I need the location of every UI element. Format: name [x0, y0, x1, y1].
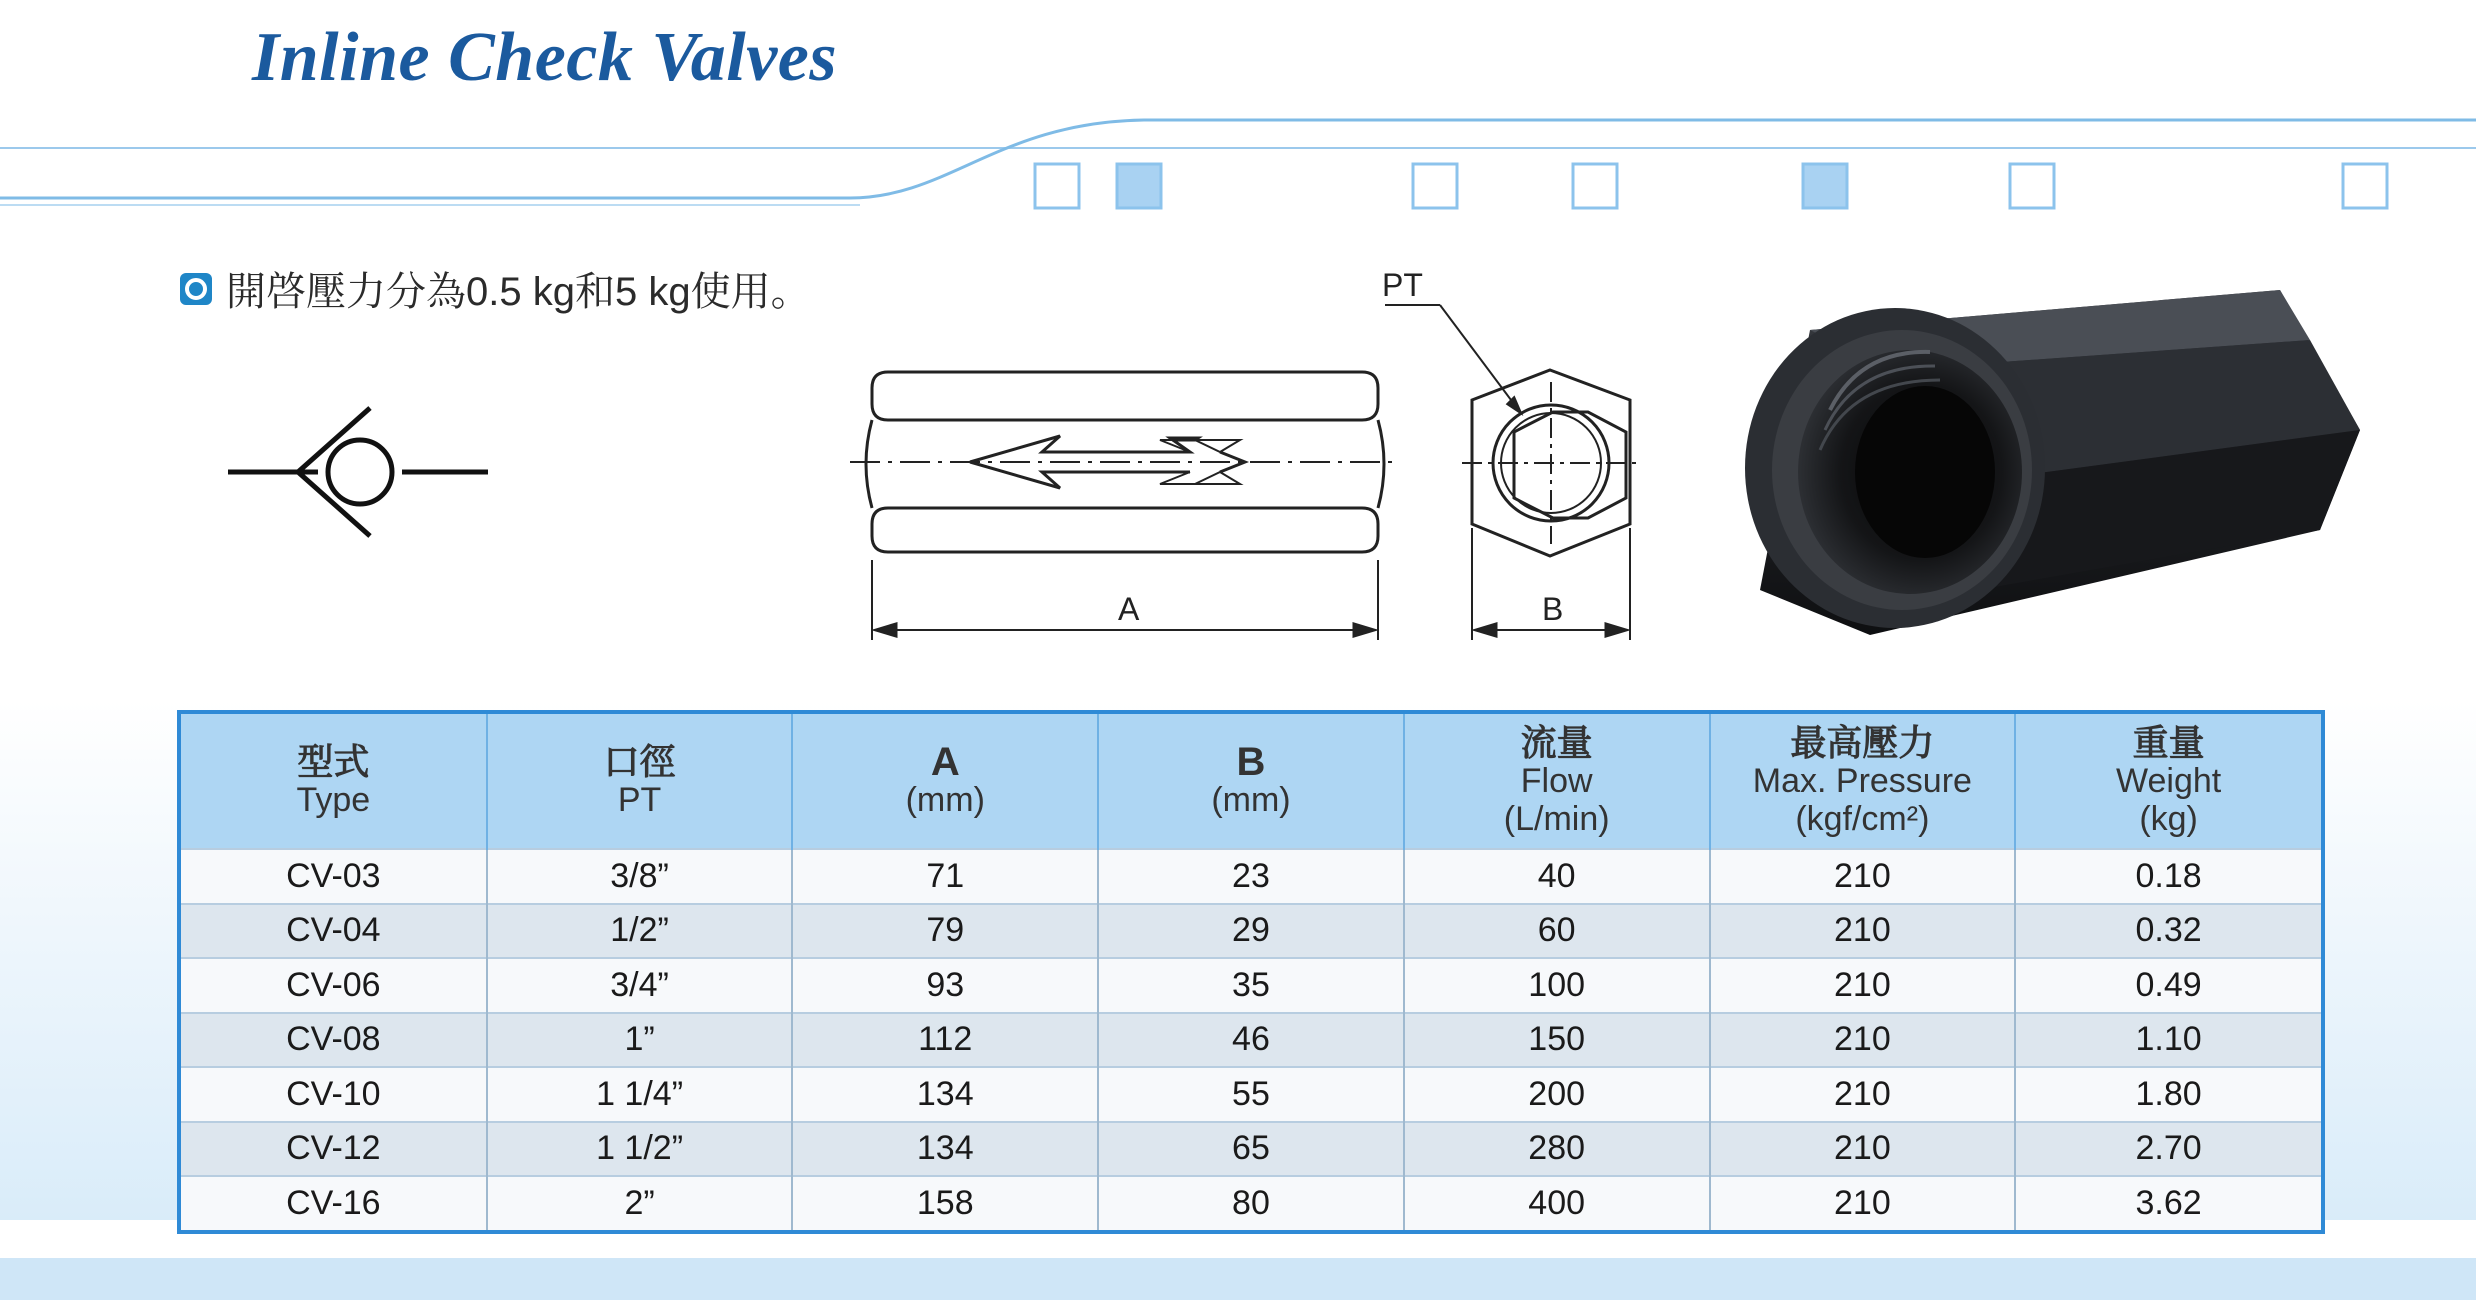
- cell-a: 93: [792, 958, 1098, 1013]
- header-max-pressure: 最高壓力 Max. Pressure (kgf/cm²): [1710, 714, 2016, 849]
- table-row: [181, 1176, 2321, 1230]
- cell-pt: 1 1/2”: [487, 1122, 793, 1177]
- cell-type: CV-08: [181, 1013, 487, 1068]
- header-weight: 重量 Weight (kg): [2015, 714, 2321, 849]
- cell-pressure: 210: [1710, 1122, 2016, 1177]
- cell-flow: 280: [1404, 1122, 1710, 1177]
- table-row: [181, 1122, 2321, 1177]
- header-b: B (mm): [1098, 714, 1404, 849]
- cell-pressure: 210: [1710, 1067, 2016, 1122]
- cell-flow: 150: [1404, 1013, 1710, 1068]
- cell-a: 158: [792, 1176, 1098, 1230]
- cell-type: CV-10: [181, 1067, 487, 1122]
- cell-a: 79: [792, 904, 1098, 959]
- valve-end-view: [1385, 305, 1640, 640]
- cell-type: CV-06: [181, 958, 487, 1013]
- cell-weight: 3.62: [2015, 1176, 2321, 1230]
- table-row: [181, 1013, 2321, 1068]
- cell-b: 80: [1098, 1176, 1404, 1230]
- cell-type: CV-04: [181, 904, 487, 959]
- cell-b: 29: [1098, 904, 1404, 959]
- table-row: [181, 904, 2321, 959]
- cell-a: 112: [792, 1013, 1098, 1068]
- dimension-b-label: B: [1542, 591, 1564, 627]
- cell-pt: 1”: [487, 1013, 793, 1068]
- header-flow: 流量 Flow (L/min): [1404, 714, 1710, 849]
- cell-b: 35: [1098, 958, 1404, 1013]
- cell-b: 65: [1098, 1122, 1404, 1177]
- header-a: A (mm): [792, 714, 1098, 849]
- cell-pt: 1/2”: [487, 904, 793, 959]
- cell-pressure: 210: [1710, 849, 2016, 904]
- spec-table: [177, 710, 2325, 1234]
- cell-pressure: 210: [1710, 1013, 2016, 1068]
- cell-pt: 3/4”: [487, 958, 793, 1013]
- table-header-row: [181, 714, 2321, 849]
- table-row: [181, 849, 2321, 904]
- pt-label: PT: [1382, 267, 1423, 303]
- cell-weight: 2.70: [2015, 1122, 2321, 1177]
- page-title: Inline Check Valves: [252, 19, 838, 96]
- cell-b: 46: [1098, 1013, 1404, 1068]
- footer-band: [0, 1258, 2476, 1300]
- cell-flow: 60: [1404, 904, 1710, 959]
- cell-b: 23: [1098, 849, 1404, 904]
- cell-pt: 2”: [487, 1176, 793, 1230]
- cell-type: CV-03: [181, 849, 487, 904]
- cell-weight: 0.32: [2015, 904, 2321, 959]
- cell-type: CV-16: [181, 1176, 487, 1230]
- table-row: [181, 958, 2321, 1013]
- table-row: [181, 1067, 2321, 1122]
- cell-weight: 1.80: [2015, 1067, 2321, 1122]
- header-type: 型式 Type: [181, 714, 487, 849]
- check-valve-symbol: [228, 408, 488, 536]
- cell-weight: 1.10: [2015, 1013, 2321, 1068]
- note-text: 開啓壓力分為0.5 kg和5 kg使用。: [226, 270, 811, 314]
- cell-pressure: 210: [1710, 904, 2016, 959]
- cell-pressure: 210: [1710, 958, 2016, 1013]
- cell-pt: 1 1/4”: [487, 1067, 793, 1122]
- cell-weight: 0.49: [2015, 958, 2321, 1013]
- product-photo: [1720, 280, 2370, 650]
- cell-flow: 400: [1404, 1176, 1710, 1230]
- cell-a: 134: [792, 1067, 1098, 1122]
- dimension-a-label: A: [1118, 591, 1140, 627]
- header-pt: 口徑 PT: [487, 714, 793, 849]
- cell-flow: 200: [1404, 1067, 1710, 1122]
- cell-pressure: 210: [1710, 1176, 2016, 1230]
- cell-flow: 100: [1404, 958, 1710, 1013]
- cell-a: 134: [792, 1122, 1098, 1177]
- cell-flow: 40: [1404, 849, 1710, 904]
- cell-weight: 0.18: [2015, 849, 2321, 904]
- cell-b: 55: [1098, 1067, 1404, 1122]
- cell-pt: 3/8”: [487, 849, 793, 904]
- cell-type: CV-12: [181, 1122, 487, 1177]
- cell-a: 71: [792, 849, 1098, 904]
